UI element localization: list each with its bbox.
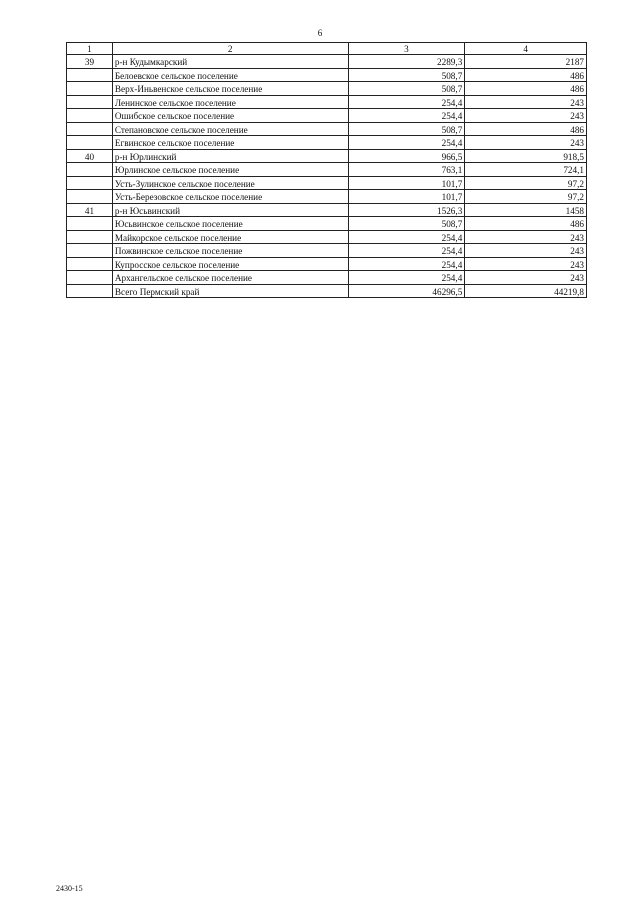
row-value-col3: 254,4 [348,257,465,271]
row-value-col4: 2187 [465,55,587,69]
page-number: 6 [317,28,323,38]
row-value-col4: 97,2 [465,190,587,204]
row-value-col4: 486 [465,122,587,136]
table-row [67,176,587,190]
row-number [67,284,113,298]
table-row [67,271,587,285]
row-name: Майкорское сельское поселение [112,230,348,244]
row-value-col4: 486 [465,68,587,82]
row-name: Ошибское сельское поселение [112,109,348,123]
row-value-col3: 2289,3 [348,55,465,69]
row-value-col3: 508,7 [348,82,465,96]
row-value-col4: 97,2 [465,176,587,190]
row-name: Степановское сельское поселение [112,122,348,136]
row-value-col3: 1526,3 [348,203,465,217]
table-row [67,163,587,177]
row-value-col3: 254,4 [348,244,465,258]
row-name: Юрлинское сельское поселение [112,163,348,177]
table-row [67,217,587,231]
row-value-col3: 254,4 [348,230,465,244]
row-value-col4: 243 [465,95,587,109]
row-name: Белоевское сельское поселение [112,68,348,82]
row-number: 41 [67,203,113,217]
row-value-col4: 243 [465,136,587,150]
row-name: Егвинское сельское поселение [112,136,348,150]
row-name: Ленинское сельское поселение [112,95,348,109]
row-number [67,163,113,177]
row-value-col3: 254,4 [348,95,465,109]
row-number [67,230,113,244]
row-value-col3: 46296,5 [348,284,465,298]
row-number [67,217,113,231]
table-row [67,244,587,258]
row-number [67,176,113,190]
table-row [67,109,587,123]
row-number [67,244,113,258]
row-name: Пожвинское сельское поселение [112,244,348,258]
row-value-col4: 486 [465,217,587,231]
table-row [67,230,587,244]
header-col-3: 3 [348,43,465,55]
row-value-col3: 101,7 [348,190,465,204]
table-row [67,136,587,150]
document-code: 2430-15 [56,884,83,893]
row-number [67,109,113,123]
row-name: Усть-Березовское сельское поселение [112,190,348,204]
row-value-col4: 486 [465,82,587,96]
row-name: Всего Пермский край [112,284,348,298]
row-value-col4: 44219,8 [465,284,587,298]
row-value-col4: 243 [465,230,587,244]
row-number [67,122,113,136]
table-row [67,55,587,69]
table-row [67,95,587,109]
row-number [67,257,113,271]
row-value-col3: 763,1 [348,163,465,177]
header-col-2: 2 [112,43,348,55]
row-name: Усть-Зулинское сельское поселение [112,176,348,190]
row-name: Купросское сельское поселение [112,257,348,271]
row-name: Юсьвинское сельское поселение [112,217,348,231]
row-value-col3: 254,4 [348,109,465,123]
table-row [67,203,587,217]
row-number: 39 [67,55,113,69]
row-value-col3: 508,7 [348,68,465,82]
header-col-1: 1 [67,43,113,55]
table-row [67,284,587,298]
table-header-row [67,43,587,55]
row-number [67,68,113,82]
table-row [67,190,587,204]
row-value-col4: 243 [465,257,587,271]
row-name: Верх-Иньвенское сельское поселение [112,82,348,96]
row-value-col4: 243 [465,109,587,123]
row-number [67,82,113,96]
row-name: Архангельское сельское поселение [112,271,348,285]
table-row [67,257,587,271]
header-col-4: 4 [465,43,587,55]
row-number [67,190,113,204]
row-name: р-н Кудымкарский [112,55,348,69]
row-number [67,271,113,285]
row-value-col3: 254,4 [348,136,465,150]
row-value-col3: 101,7 [348,176,465,190]
row-value-col4: 1458 [465,203,587,217]
table-row [67,122,587,136]
table-row [67,149,587,163]
row-value-col3: 508,7 [348,122,465,136]
data-table [66,42,587,298]
row-value-col3: 966,5 [348,149,465,163]
row-number [67,136,113,150]
row-number [67,95,113,109]
row-name: р-н Юсьвинский [112,203,348,217]
table-row [67,82,587,96]
row-value-col4: 243 [465,244,587,258]
row-value-col4: 724,1 [465,163,587,177]
row-value-col4: 918,5 [465,149,587,163]
table-row [67,68,587,82]
row-value-col3: 508,7 [348,217,465,231]
row-name: р-н Юрлинский [112,149,348,163]
row-value-col3: 254,4 [348,271,465,285]
row-number: 40 [67,149,113,163]
row-value-col4: 243 [465,271,587,285]
